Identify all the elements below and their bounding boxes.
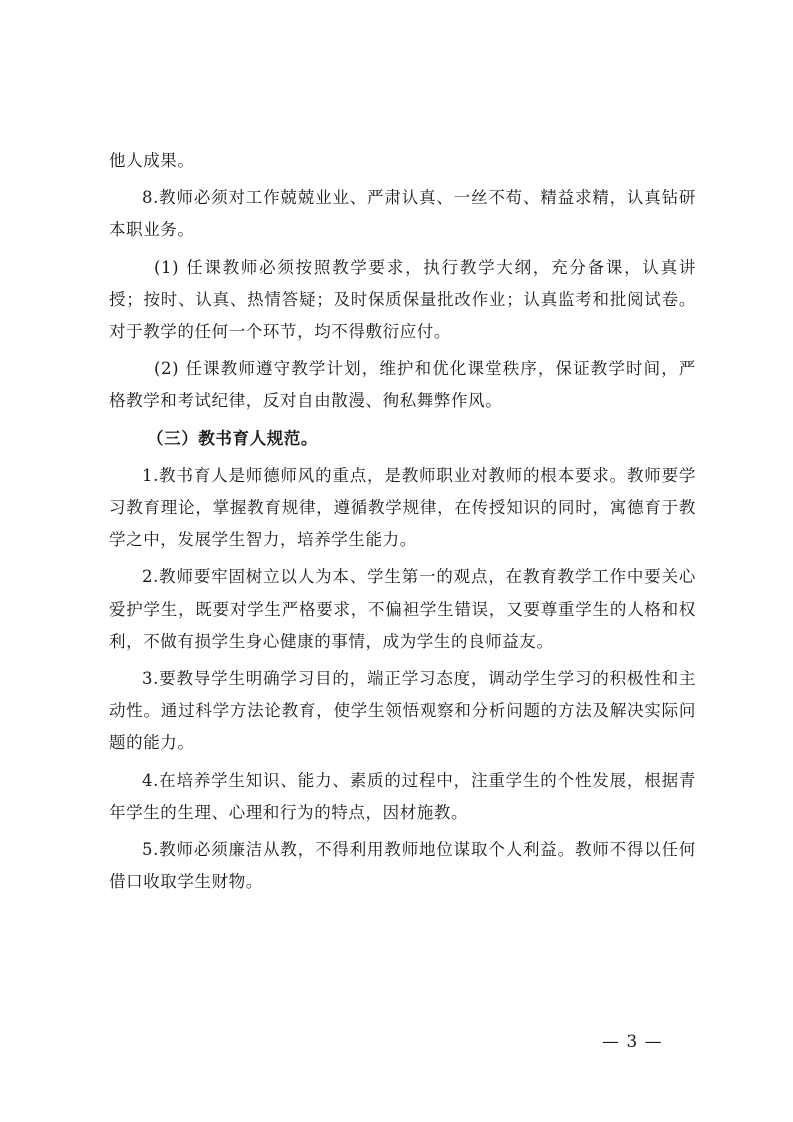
paragraph-item-4: 4.在培养学生知识、能力、素质的过程中，注重学生的个性发展，根据青年学生的生理、心理和行为的特点，因材施教。	[109, 770, 696, 822]
paragraph-continuation: 他人成果。	[109, 151, 195, 170]
paragraph-item-2: 2.教师要牢固树立以人为本、学生第一的观点，在教育教学工作中要关心爱护学生，既要对学生严格要求，不偏袒学生错误，又要尊重学生的人格和权利，不做有损学生身心健康的事情，成为学生的良师益友。	[109, 567, 696, 651]
paragraph-subitem-1: (1) 任课教师必须按照教学要求，执行教学大纲，充分备课，认真讲授；按时、认真、热情答疑；及时保质保量批改作业；认真监考和批阅试卷。对于教学的任何一个环节，均不得敷衍应付。	[109, 257, 696, 342]
section-heading: （三）教书育人规范。	[147, 428, 318, 448]
body-text	[109, 145, 696, 903]
paragraph-item-1: 1.教书育人是师德师风的重点，是教师职业对教师的根本要求。教师要学习教育理论，掌握教育规律，遵循教学规律，在传授知识的同时，寓德育于教学之中，发展学生智力，培养学生能力。	[109, 465, 696, 550]
paragraph-item-5: 5.教师必须廉洁从教，不得利用教师地位谋取个人利益。教师不得以任何借口收取学生财物。	[109, 840, 696, 892]
page-number: — 3 —	[602, 1032, 663, 1052]
paragraph-item-8: 8.教师必须对工作兢兢业业、严肃认真、一丝不苟、精益求精，认真钻研本职业务。	[109, 188, 696, 240]
paragraph-subitem-2: (2) 任课教师遵守教学计划，维护和优化课堂秩序，保证教学时间，严格教学和考试纪律，反对自由散漫、徇私舞弊作风。	[109, 359, 696, 411]
paragraph-item-3: 3.要教导学生明确学习目的，端正学习态度，调动学生学习的积极性和主动性。通过科学方法论教育，使学生领悟观察和分析问题的方法及解决实际问题的能力。	[109, 669, 696, 753]
